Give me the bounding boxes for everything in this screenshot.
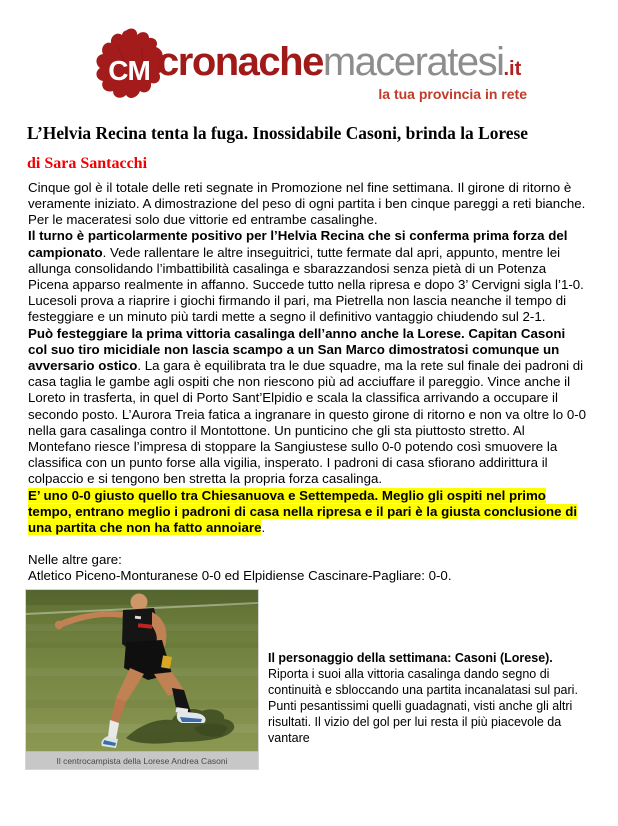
paragraph-lorese-rest: . La gara è equilibrata tra le due squadre, ma la rete sul finale dei padroni di casa taglia le gambe agli ospiti che non riescono più ad acciuffare il pareggio. Vince anche il Loreto in trasferta, in quel di Porto Sant’Elpidio e scala la classifica arrivando a occupare il secondo posto. L’Aurora Treia fatica a ingranare in questo girone di ritorno e non va oltre lo 0-0 nella gara casalinga contro il Montottone. Un punticino che gli sta piuttosto stretto. Al Montefano riesce l’impresa di stoppare la Sangiustese sullo 0-0 potendo così smuovere la classifica con un punto forse alla vigilia, insperato. I padroni di casa sfiorano addirittura il colpaccio e si tengono ben stretta la propria forza casalinga. [28,357,587,487]
wordmark-domain-suffix: .it [503,58,522,80]
site-logo[interactable] [91,24,527,108]
paragraph-intro [28,180,588,229]
site-wordmark [157,42,521,82]
paragraph-helvia-recina [28,228,588,325]
paragraph-lorese [28,326,588,488]
paragraph-intro-text: Cinque gol è il totale delle reti segnate in Promozione nel fine settimana. Il girone di ritorno è veramente iniziato. A dimostrazione del peso di ogni partita i ben cinque pareggi a reti bianche. Per le maceratesi solo due vittorie ed entrambe casalinghe. [28,179,586,228]
article-body [28,180,588,585]
site-tagline: la tua provincia in rete [378,86,527,102]
spotlight-box [268,589,603,746]
spotlight-title: Il personaggio della settimana: Casoni (Lorese). [268,650,553,665]
highlighted-text: E’ uno 0-0 giusto quello tra Chiesanuova e Settempeda. Meglio gli ospiti nel primo tempo, entrano meglio i padroni di casa nella ripresa e il pari è la giusta conclusione di una partita che non ha fatto annoiare [28,487,578,536]
article-headline: L’Helvia Recina tenta la fuga. Inossidabile Casoni, brinda la Lorese [27,123,528,143]
wordmark-maceratesi: maceratesi [322,40,504,84]
highlight-tail-period: . [261,520,266,536]
other-games-results: Atletico Piceno-Monturanese 0-0 ed Elpidiense Cascinare-Pagliare: 0-0. [28,568,452,584]
player-photo-image [26,590,258,751]
wordmark-cronache: cronache [157,40,323,84]
player-photo [25,589,259,770]
paragraph-lorese-bold: Può festeggiare la prima vittoria casalinga dell’anno anche la Lorese. Capitan Casoni col suo tiro micidiale non lascia scampo a un San Marco dimostratosi comunque un avversario ostico [28,325,566,373]
paragraph-helvia-rest: . Vede rallentare le altre inseguitrici, tutte fermate dal apri, appunto, mentre lei allunga consolidando l’imbattibilità casalinga e sbarazzandosi senza pietà di un Potenza Picena apparso realmente in affanno. Succede tutto nella ripresa e dopo 3’ Cervigni sigla l’1-0. Lucesoli prova a riaprire i giochi firmando il pari, ma Pietrella non lascia neanche il tempo di festeggiare e un minuto più tardi mette a segno il definitivo vantaggio chiudendo sul 2-1. [28,244,584,325]
article-byline: di Sara Santacchi [27,154,148,172]
other-games-label: Nelle altre gare: [28,552,122,568]
media-row [25,589,618,770]
logo-monogram: CM [108,55,150,86]
paragraph-highlighted [28,488,588,537]
photo-caption: Il centrocampista della Lorese Andrea Casoni [26,751,258,769]
paragraph-helvia-bold: Il turno è particolarmente positivo per l’Helvia Recina che si conferma prima forza del campionato [28,228,568,260]
spotlight-text: Riporta i suoi alla vittoria casalinga dando segno di continuità e sbloccando una partita incanalatasi sul pari. Punti pesantissimi quelli guadagnati, visti anche gli altri risultati. Il vizio del gol per lui resta il più piacevole da vantare [268,666,578,745]
